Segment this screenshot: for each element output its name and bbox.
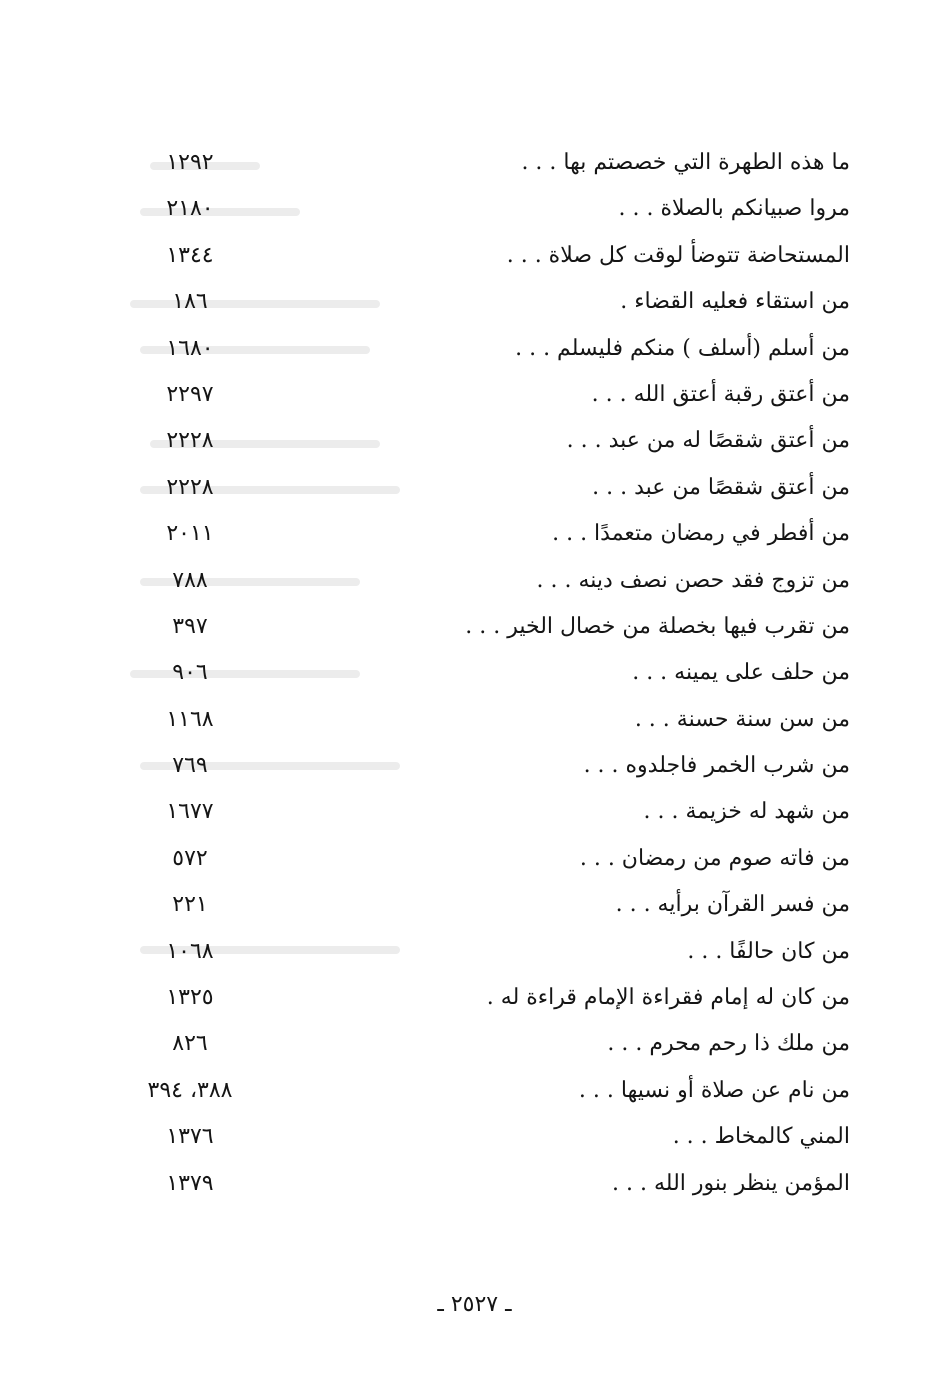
entry-text: من أسلم (أسلف ) منكم فليسلم . . . xyxy=(515,335,850,361)
entry-text: من حلف على يمينه . . . xyxy=(632,660,850,686)
index-list xyxy=(120,140,850,1207)
entry-page-number: ١٣٤٤ xyxy=(166,242,214,268)
entry-page-number: ٢٠١١ xyxy=(166,521,214,547)
entry-text: ما هذه الطهرة التي خصصتم بها . . . xyxy=(521,150,850,175)
entry-text: من أعتق رقبة أعتق الله . . . xyxy=(591,381,850,407)
entry-page-number: ٣٨٨، ٣٩٤ xyxy=(147,1077,233,1103)
index-entry xyxy=(120,279,850,325)
entry-text: من كان حالفًا . . . xyxy=(687,938,850,964)
entry-page-number: ٨٢٦ xyxy=(172,1031,208,1057)
entry-text: من أفطر في رمضان متعمدًا . . . xyxy=(552,521,850,547)
entry-page-number: ٧٦٩ xyxy=(172,753,208,779)
page-number-footer: ـ ٢٥٢٧ ـ xyxy=(437,1292,512,1317)
entry-page-number: ١٦٧٧ xyxy=(166,799,214,825)
entry-page-number: ١٣٧٦ xyxy=(166,1124,214,1150)
index-entry xyxy=(120,604,850,650)
entry-text: من أعتق شقصًا له من عبد . . . xyxy=(566,428,850,454)
entry-page-number: ١٣٧٩ xyxy=(166,1170,214,1196)
index-entry xyxy=(120,836,850,882)
entry-page-number: ١٦٨٠ xyxy=(166,335,214,361)
entry-text: من ملك ذا رحم محرم . . . xyxy=(607,1031,850,1057)
entry-page-number: ٢٢١ xyxy=(172,892,208,918)
entry-page-number: ٣٩٧ xyxy=(172,613,208,639)
entry-page-number: ٢٢٢٨ xyxy=(166,428,214,454)
index-entry xyxy=(120,186,850,232)
index-entry xyxy=(120,140,850,186)
index-entry xyxy=(120,511,850,557)
index-entry xyxy=(120,650,850,696)
entry-text: مروا صبيانكم بالصلاة . . . xyxy=(618,196,850,222)
index-entry xyxy=(120,326,850,372)
entry-text: من تقرب فيها بخصلة من خصال الخير . . . xyxy=(465,613,850,639)
entry-text: من سن سنة حسنة . . . xyxy=(634,706,850,732)
entry-text: المستحاضة تتوضأ لوقت كل صلاة . . . xyxy=(506,242,850,268)
entry-text: من استقاء فعليه القضاء . xyxy=(620,289,850,315)
entry-page-number: ١١٦٨ xyxy=(166,706,214,732)
entry-page-number: ٢١٨٠ xyxy=(166,196,214,222)
entry-page-number: ٩٠٦ xyxy=(172,660,208,686)
entry-page-number: ٥٧٢ xyxy=(172,845,208,871)
index-entry xyxy=(120,233,850,279)
index-entry xyxy=(120,975,850,1021)
entry-page-number: ١٣٢٥ xyxy=(166,985,214,1011)
entry-text: من شرب الخمر فاجلدوه . . . xyxy=(583,753,850,779)
entry-text: من فاته صوم من رمضان . . . xyxy=(579,845,850,871)
entry-text: المؤمن ينظر بنور الله . . . xyxy=(612,1170,850,1196)
index-entry xyxy=(120,882,850,928)
entry-page-number: ٢٢٢٨ xyxy=(166,474,214,500)
entry-page-number: ١٢٩٢ xyxy=(166,150,214,175)
index-entry xyxy=(120,465,850,511)
entry-text: من فسر القرآن برأيه . . . xyxy=(615,892,850,918)
entry-text: من كان له إمام فقراءة الإمام قراءة له . xyxy=(486,985,850,1011)
index-entry xyxy=(120,1021,850,1067)
entry-page-number: ١٠٦٨ xyxy=(166,938,214,964)
entry-text: من تزوج فقد حصن نصف دينه . . . xyxy=(536,567,850,593)
index-entry xyxy=(120,789,850,835)
entry-page-number: ١٨٦ xyxy=(172,289,208,315)
index-entry xyxy=(120,697,850,743)
entry-text: من شهد له خزيمة . . . xyxy=(643,799,850,825)
entry-text: المني كالمخاط . . . xyxy=(672,1124,850,1150)
index-entry xyxy=(120,1114,850,1160)
index-entry xyxy=(120,372,850,418)
index-entry xyxy=(120,418,850,464)
index-entry xyxy=(120,1161,850,1207)
entry-page-number: ٢٢٩٧ xyxy=(166,381,214,407)
index-entry xyxy=(120,558,850,604)
index-entry xyxy=(120,1068,850,1114)
index-entry xyxy=(120,743,850,789)
entry-text: من نام عن صلاة أو نسيها . . . xyxy=(578,1077,850,1103)
entry-page-number: ٧٨٨ xyxy=(172,567,208,593)
index-entry xyxy=(120,929,850,975)
entry-text: من أعتق شقصًا من عبد . . . xyxy=(592,474,850,500)
